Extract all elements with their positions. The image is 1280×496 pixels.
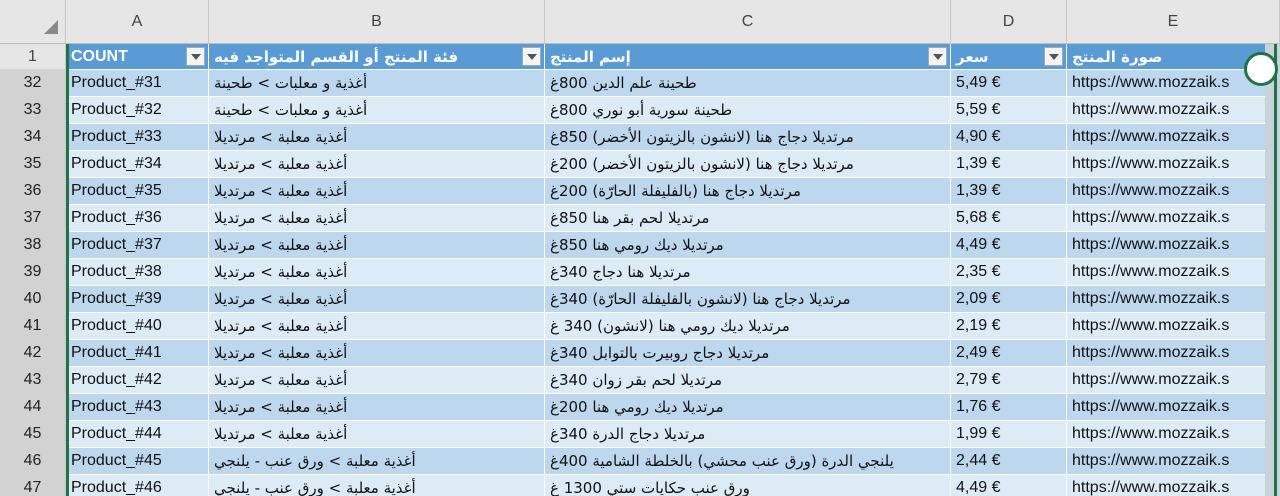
cell-image-url[interactable]: https://www.mozzaik.s — [1067, 421, 1280, 448]
cell-product-name[interactable]: مرتديلا دجاج هنا (لانشون بالزيتون الأخضر) 200غ — [545, 151, 951, 178]
cell-category[interactable]: أغذية معلبة > مرتديلا — [209, 313, 545, 340]
cell-count[interactable]: Product_#36 — [66, 205, 209, 232]
row-header[interactable]: 33 — [0, 97, 66, 124]
cell-price[interactable]: 1,76 € — [951, 394, 1067, 421]
cell-image-url[interactable]: https://www.mozzaik.s — [1067, 394, 1280, 421]
column-header-e[interactable]: E — [1067, 0, 1280, 44]
row-header[interactable]: 41 — [0, 313, 66, 340]
cell-image-url[interactable]: https://www.mozzaik.s — [1067, 232, 1280, 259]
cell-price[interactable]: 5,59 € — [951, 97, 1067, 124]
cell-product-name[interactable]: طحينة علم الدين 800غ — [545, 70, 951, 97]
cell-category[interactable]: أغذية معلبة > مرتديلا — [209, 124, 545, 151]
cell-image-url[interactable]: https://www.mozzaik.s — [1067, 205, 1280, 232]
filter-dropdown-b[interactable] — [522, 47, 541, 66]
cell-category[interactable]: أغذية معلبة > مرتديلا — [209, 286, 545, 313]
select-all-corner[interactable] — [0, 0, 66, 44]
cell-product-name[interactable]: مرتديلا لحم بقر هنا 850غ — [545, 205, 951, 232]
cell-product-name[interactable]: مرتديلا دجاج هنا (لانشون بالزيتون الأخضر) 850غ — [545, 124, 951, 151]
column-header-c[interactable]: C — [545, 0, 951, 44]
cell-product-name[interactable]: يلنجي الدرة (ورق عنب محشي) بالخلطة الشامية 400غ — [545, 448, 951, 475]
cell-price[interactable]: 2,09 € — [951, 286, 1067, 313]
cell-product-name[interactable]: مرتديلا لحم بقر زوان 340غ — [545, 367, 951, 394]
cell-price[interactable]: 2,19 € — [951, 313, 1067, 340]
chevron-down-icon — [933, 54, 943, 60]
cell-category[interactable]: أغذية معلبة > مرتديلا — [209, 421, 545, 448]
cell-product-name[interactable]: مرتديلا دجاج هنا (لانشون بالفليفلة الحارّة) 340غ — [545, 286, 951, 313]
row-header[interactable]: 39 — [0, 259, 66, 286]
cell-image-url[interactable]: https://www.mozzaik.s — [1067, 124, 1280, 151]
cell-count[interactable]: Product_#42 — [66, 367, 209, 394]
column-header-a[interactable]: A — [66, 0, 209, 44]
cell-category[interactable]: أغذية و معلبات > طحينة — [209, 97, 545, 124]
cell-product-name[interactable]: مرتديلا هنا دجاج 340غ — [545, 259, 951, 286]
cell-price[interactable]: 4,49 € — [951, 232, 1067, 259]
cell-count[interactable]: Product_#41 — [66, 340, 209, 367]
header-count-label: COUNT — [71, 47, 128, 65]
cell-category[interactable]: أغذية معلبة > مرتديلا — [209, 232, 545, 259]
cell-price[interactable]: 2,35 € — [951, 259, 1067, 286]
cell-category[interactable]: أغذية معلبة > مرتديلا — [209, 394, 545, 421]
cell-count[interactable]: Product_#39 — [66, 286, 209, 313]
header-price-label: سعر — [956, 47, 989, 66]
cell-count[interactable]: Product_#40 — [66, 313, 209, 340]
cell-product-name[interactable]: مرتديلا ديك رومي هنا 850غ — [545, 232, 951, 259]
row-header[interactable]: 35 — [0, 151, 66, 178]
header-cell-category[interactable] — [209, 44, 545, 70]
row-header[interactable]: 44 — [0, 394, 66, 421]
cell-category[interactable]: أغذية معلبة > مرتديلا — [209, 367, 545, 394]
row-header[interactable]: 42 — [0, 340, 66, 367]
cell-count[interactable]: Product_#34 — [66, 151, 209, 178]
cell-price[interactable]: 4,49 € — [951, 475, 1067, 496]
cell-count[interactable]: Product_#38 — [66, 259, 209, 286]
cell-image-url[interactable]: https://www.mozzaik.s — [1067, 70, 1280, 97]
cell-count[interactable]: Product_#33 — [66, 124, 209, 151]
cell-count[interactable]: Product_#37 — [66, 232, 209, 259]
cell-category[interactable]: أغذية معلبة > مرتديلا — [209, 340, 545, 367]
cell-image-url[interactable]: https://www.mozzaik.s — [1067, 286, 1280, 313]
cell-image-url[interactable]: https://www.mozzaik.s — [1067, 313, 1280, 340]
filter-dropdown-c[interactable] — [928, 47, 947, 66]
cell-category[interactable]: أغذية معلبة > مرتديلا — [209, 259, 545, 286]
cell-image-url[interactable]: https://www.mozzaik.s — [1067, 97, 1280, 124]
row-header[interactable]: 45 — [0, 421, 66, 448]
cell-count[interactable]: Product_#46 — [66, 475, 209, 496]
header-product-name-label: إسم المنتج — [550, 47, 631, 66]
cell-price[interactable]: 2,44 € — [951, 448, 1067, 475]
cell-category[interactable]: أغذية معلبة > مرتديلا — [209, 178, 545, 205]
row-header-1[interactable]: 1 — [0, 44, 66, 70]
cell-product-name[interactable]: مرتديلا دجاج الدرة 340غ — [545, 421, 951, 448]
cell-image-url[interactable]: https://www.mozzaik.s — [1067, 151, 1280, 178]
cell-product-name[interactable]: مرتديلا دجاج هنا (بالفليفلة الحارّة) 200غ — [545, 178, 951, 205]
row-header[interactable]: 37 — [0, 205, 66, 232]
cell-category[interactable]: أغذية معلبة > ورق عنب - يلنجي — [209, 448, 545, 475]
filter-dropdown-a[interactable] — [186, 47, 205, 66]
cell-category[interactable]: أغذية و معلبات > طحينة — [209, 70, 545, 97]
cell-category[interactable]: أغذية معلبة > مرتديلا — [209, 151, 545, 178]
chevron-down-icon — [191, 54, 201, 60]
column-header-d[interactable]: D — [951, 0, 1067, 44]
cell-product-name[interactable]: مرتديلا ديك رومي هنا (لانشون) 340 غ — [545, 313, 951, 340]
column-f-edge — [1265, 44, 1280, 496]
row-header[interactable]: 40 — [0, 286, 66, 313]
cell-product-name[interactable]: مرتديلا ديك رومي هنا 200غ — [545, 394, 951, 421]
row-header[interactable]: 38 — [0, 232, 66, 259]
cell-price[interactable]: 1,99 € — [951, 421, 1067, 448]
cell-count[interactable]: Product_#31 — [66, 70, 209, 97]
header-category-label: فئة المنتج أو القسم المتواجد فيه — [214, 47, 459, 66]
header-cell-product-name[interactable] — [545, 44, 951, 70]
cell-price[interactable]: 5,68 € — [951, 205, 1067, 232]
filter-dropdown-d[interactable] — [1044, 47, 1063, 66]
cell-price[interactable]: 4,90 € — [951, 124, 1067, 151]
row-header[interactable]: 34 — [0, 124, 66, 151]
chevron-down-icon — [1049, 54, 1059, 60]
chevron-down-icon — [527, 54, 537, 60]
cell-price[interactable]: 2,49 € — [951, 340, 1067, 367]
row-header[interactable]: 46 — [0, 448, 66, 475]
cell-image-url[interactable]: https://www.mozzaik.s — [1067, 259, 1280, 286]
cell-category[interactable]: أغذية معلبة > ورق عنب - يلنجي — [209, 475, 545, 496]
cell-price[interactable]: 1,39 € — [951, 151, 1067, 178]
cell-price[interactable]: 5,49 € — [951, 70, 1067, 97]
select-all-icon — [44, 20, 58, 34]
cell-count[interactable]: Product_#43 — [66, 394, 209, 421]
cell-image-url[interactable]: https://www.mozzaik.s — [1067, 178, 1280, 205]
cell-product-name[interactable]: مرتديلا دجاج روبيرت بالتوابل 340غ — [545, 340, 951, 367]
cell-price[interactable]: 1,39 € — [951, 178, 1067, 205]
cell-image-url[interactable]: https://www.mozzaik.s — [1067, 367, 1280, 394]
row-header[interactable]: 43 — [0, 367, 66, 394]
cell-count[interactable]: Product_#44 — [66, 421, 209, 448]
cell-product-name[interactable]: طحينة سورية أبو نوري 800غ — [545, 97, 951, 124]
cell-product-name[interactable]: ورق عنب حكايات ستي 1300 غ — [545, 475, 951, 496]
header-image-label: صورة المنتج — [1072, 47, 1163, 66]
cell-image-url[interactable]: https://www.mozzaik.s — [1067, 475, 1280, 496]
cell-category[interactable]: أغذية معلبة > مرتديلا — [209, 205, 545, 232]
cell-count[interactable]: Product_#35 — [66, 178, 209, 205]
cell-image-url[interactable]: https://www.mozzaik.s — [1067, 448, 1280, 475]
cell-count[interactable]: Product_#45 — [66, 448, 209, 475]
column-header-b[interactable]: B — [209, 0, 545, 44]
row-header[interactable]: 36 — [0, 178, 66, 205]
row-header[interactable]: 47 — [0, 475, 66, 496]
row-header[interactable]: 32 — [0, 70, 66, 97]
cell-price[interactable]: 2,79 € — [951, 367, 1067, 394]
selection-handle[interactable] — [1244, 52, 1278, 86]
cell-count[interactable]: Product_#32 — [66, 97, 209, 124]
cell-image-url[interactable]: https://www.mozzaik.s — [1067, 340, 1280, 367]
